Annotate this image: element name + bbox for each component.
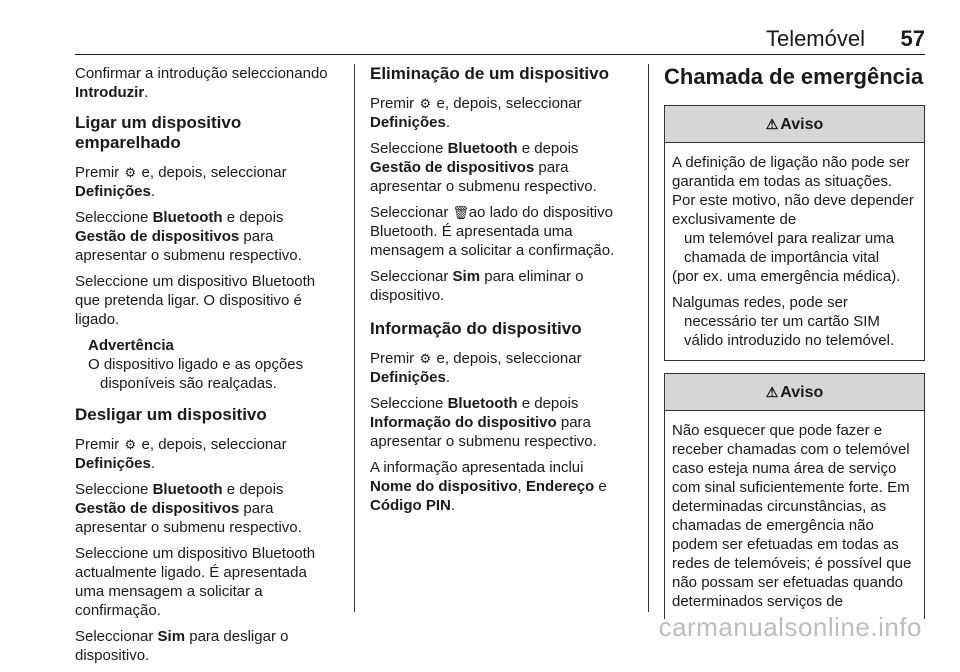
page-title: Telemóvel [765,26,865,51]
section-heading: Ligar um dispositivo emparelhado [75,113,242,152]
paragraph: Seleccionar 🗑 ao lado do dispositivo Bluetooth. É apresentada uma mensagem a solicitar a confirmação. [370,204,615,259]
trash-icon: 🗑 [452,205,470,220]
warning-box [664,373,925,619]
warning-body [665,143,924,360]
section-title: Chamada de emergência [664,64,924,89]
section-heading: Informação do dispositivo [370,319,582,338]
note-title: Advertência [88,337,174,354]
paragraph: Seleccione Bluetooth e depois Informação do dispositivo para apresentar o submenu respectivo. [370,395,597,450]
warning-triangle-icon: ⚠ [765,384,779,400]
watermark: carmanualsonline.info [658,612,922,642]
warning-header: ⚠ Aviso [665,106,924,143]
header-rule [75,54,925,55]
paragraph: Seleccione Bluetooth e depois Gestão de dispositivos para apresentar o submenu respectivo. [75,481,302,536]
column-1 [75,64,337,672]
column-divider [354,64,355,612]
paragraph: Seleccione Bluetooth e depois Gestão de dispositivos para apresentar o submenu respectivo. [75,209,302,264]
paragraph: Seleccione Bluetooth e depois Gestão de dispositivos para apresentar o submenu respectivo. [370,140,597,195]
note [75,336,337,393]
warning-triangle-icon: ⚠ [765,116,779,132]
column-2 [370,64,632,522]
warning-text: Não esquecer que pode fazer e receber chamadas com o telemóvel caso esteja numa área de serviço com sinal suficientemente forte. Em determinadas circunstâncias, as chamadas de emergência não podem ser efetuadas em todas as redes de telemóveis; é possível que não possam ser efetuadas quando determinados serviços de [672,422,912,610]
paragraph: Confirmar a introdução seleccionando Introduzir. [75,65,328,101]
paragraph: Seleccione um dispositivo Bluetooth actualmente ligado. É apresentada uma mensagem a solicitar a confirmação. [75,545,316,619]
page-number: 57 [900,26,925,51]
paragraph: Premir ⚙ e, depois, seleccionar Definições. [75,436,287,472]
gear-icon: ⚙ [419,96,432,111]
paragraph: Premir ⚙ e, depois, seleccionar Definições. [370,95,582,131]
warning-indented: um telemóvel para realizar uma chamada de importância vital (por ex. uma emergência médica). [672,230,901,285]
column-divider [648,64,649,612]
warning-body [665,411,924,619]
section-heading: Eliminação de um dispositivo [370,64,609,83]
warning-box [664,105,925,361]
warning-text: A definição de ligação não pode ser garantida em todas as situações. Por este motivo, não deve depender exclusivamente de [672,154,914,228]
page-header [75,24,925,52]
warning-header: ⚠ Aviso [665,374,924,411]
gear-icon: ⚙ [419,351,432,366]
paragraph: A informação apresentada inclui Nome do dispositivo, Endereço e Código PIN. [370,459,607,514]
paragraph: Seleccione um dispositivo Bluetooth que pretenda ligar. O dispositivo é ligado. [75,273,316,328]
paragraph: Premir ⚙ e, depois, seleccionar Definições. [370,350,582,386]
warning-text: Nalgumas redes, pode ser necessário ter um cartão SIM válido introduzido no telemóvel. [672,294,895,349]
paragraph: Seleccionar Sim para eliminar o dispositivo. [370,268,584,304]
gear-icon: ⚙ [124,165,137,180]
paragraph: Premir ⚙ e, depois, seleccionar Definições. [75,164,287,200]
column-3 [664,64,925,631]
gear-icon: ⚙ [124,437,137,452]
paragraph: Seleccionar Sim para desligar o dispositivo. [75,628,289,664]
section-heading: Desligar um dispositivo [75,405,267,424]
note-text: O dispositivo ligado e as opções disponíveis são realçadas. [88,356,304,392]
